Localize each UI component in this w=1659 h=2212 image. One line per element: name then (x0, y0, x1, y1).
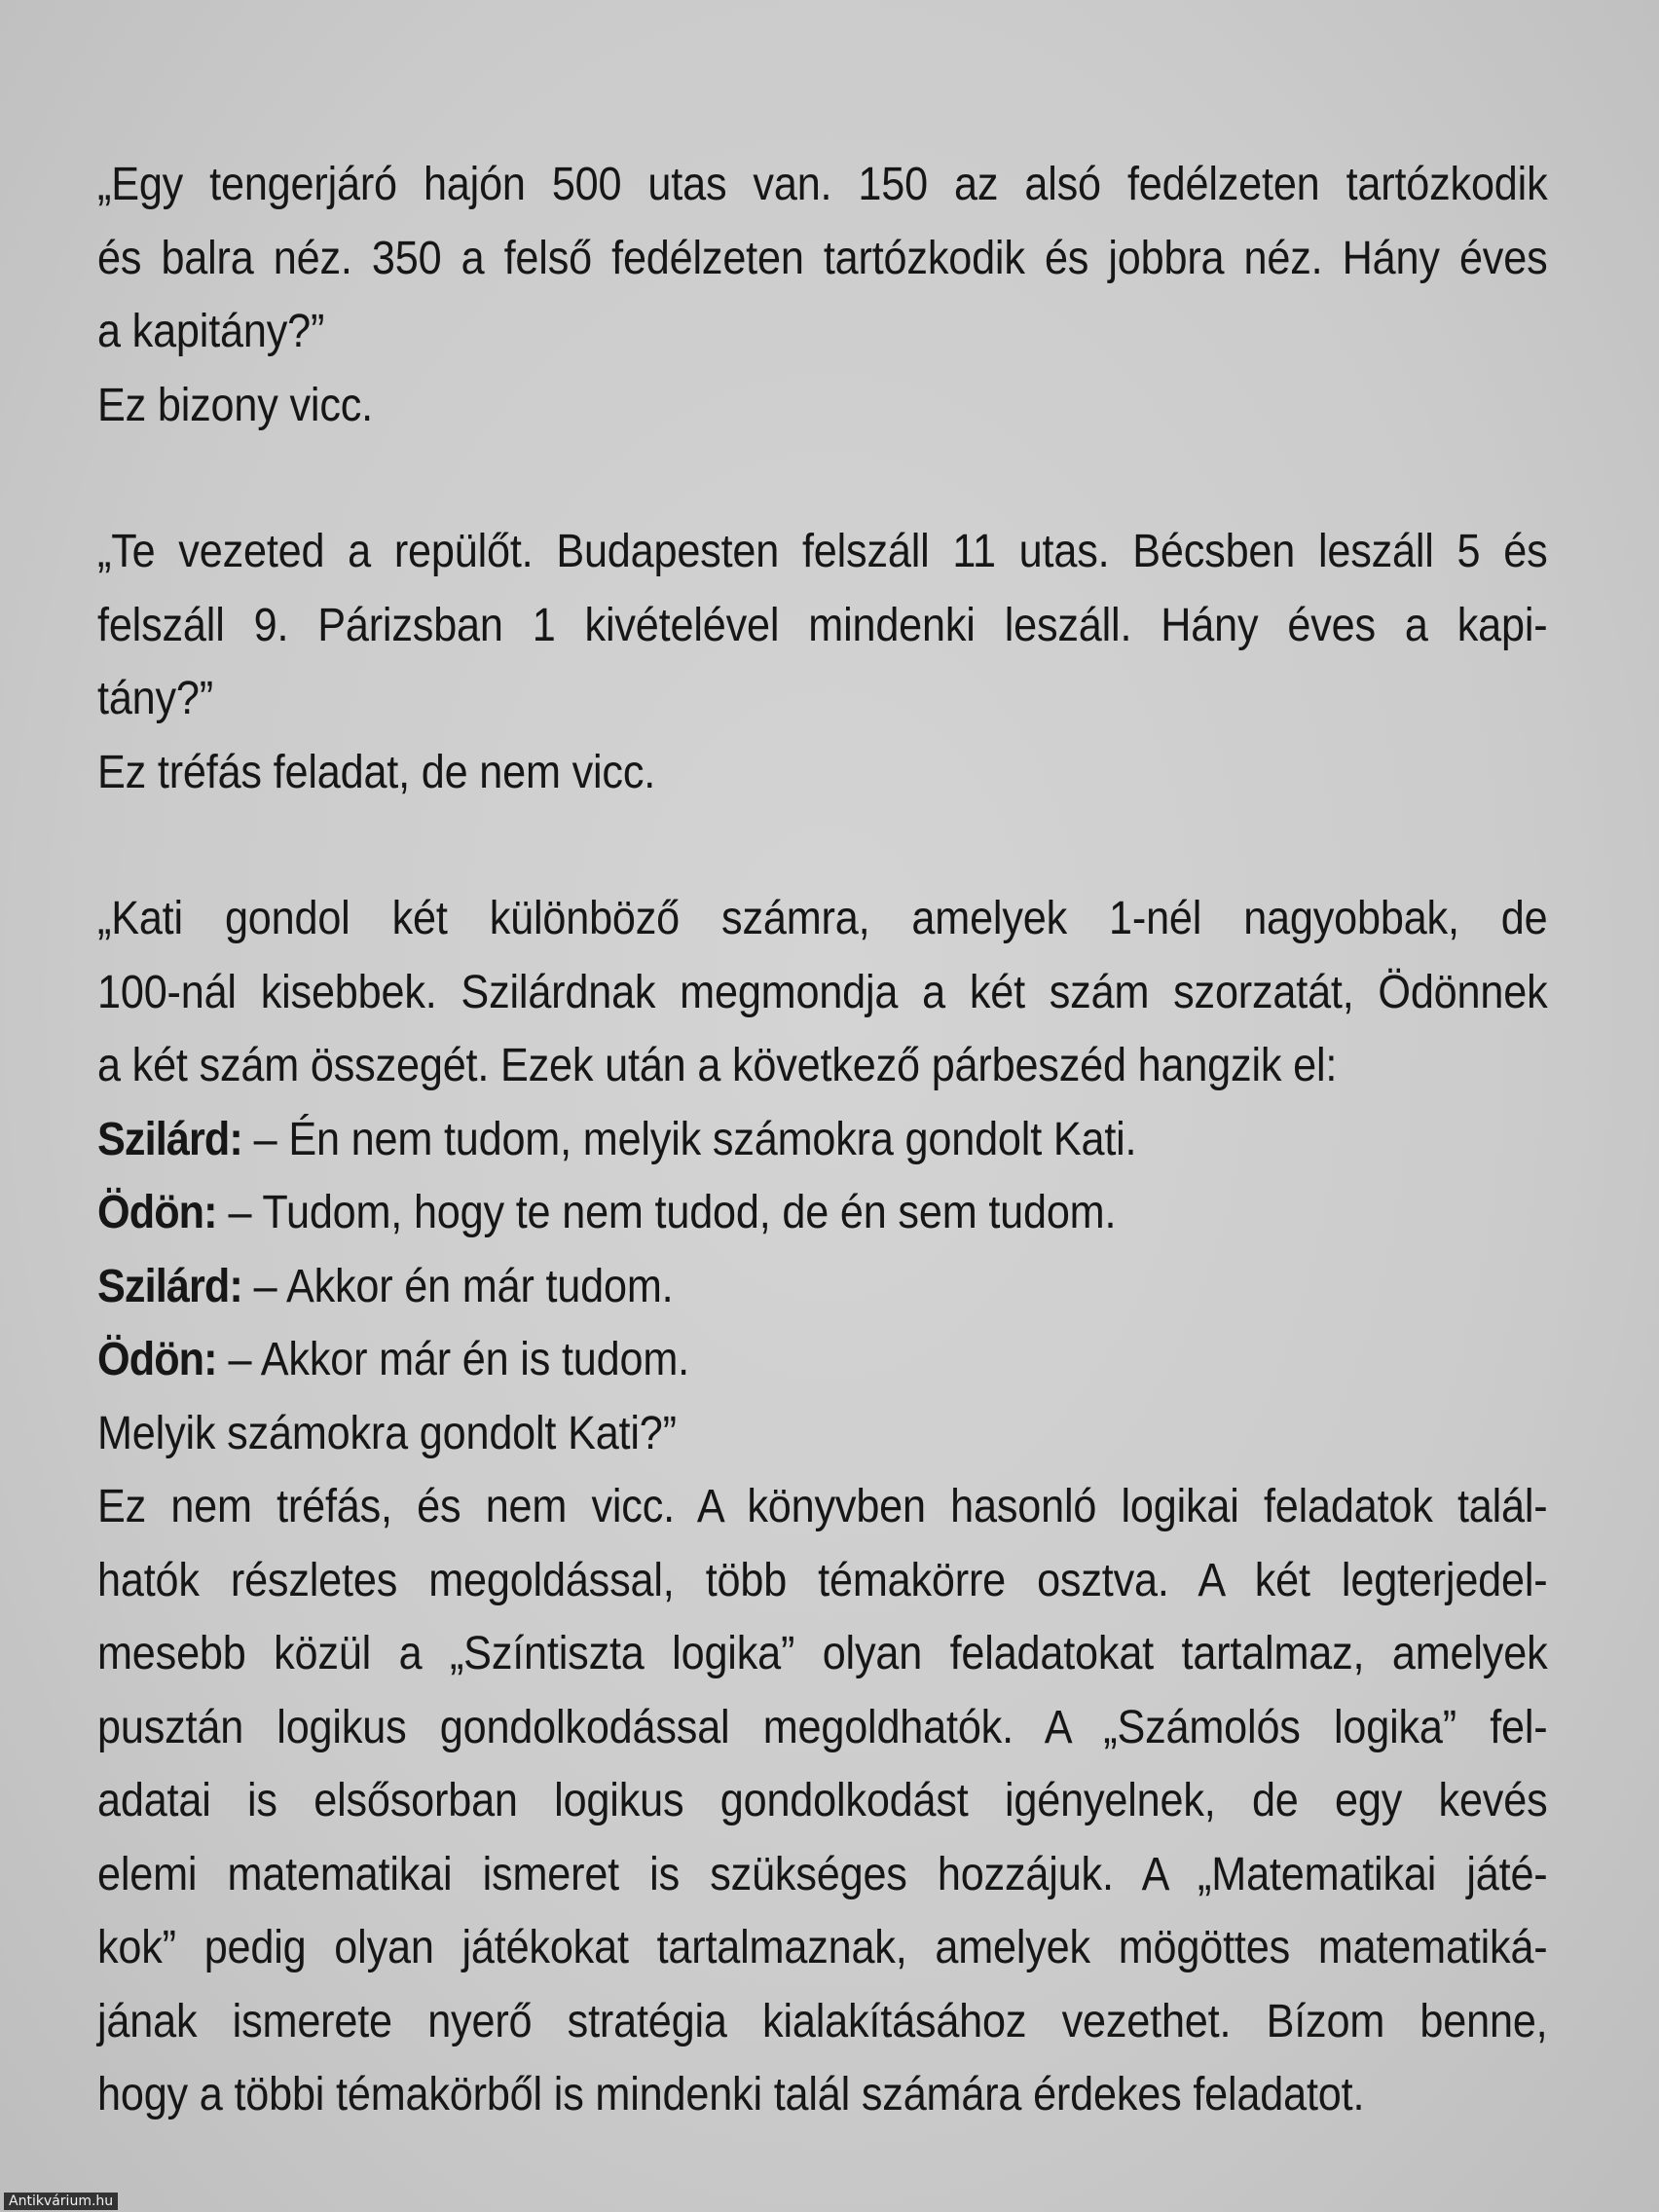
text-line: Ez bizony vicc. (97, 379, 374, 431)
text-line: jának ismerete nyerő stratégia kialakításához vezethet. Bízom benne, (97, 1995, 1548, 2047)
text-line: Melyik számokra gondolt Kati?” (97, 1407, 677, 1459)
text-line: mesebb közül a „Színtiszta logika” olyan feladatokat tartalmaz, amelyek (97, 1628, 1548, 1679)
paragraph-3 (97, 882, 1548, 2132)
text-line: elemi matematikai ismeret is szükséges hozzájuk. A „Matematikai játé- (97, 1848, 1548, 1900)
dialogue-line (97, 1323, 1403, 1397)
dialogue-text: – Tudom, hogy te nem tudod, de én sem tudom. (216, 1187, 1117, 1238)
speaker-label: Ödön: (97, 1334, 217, 1385)
dialogue-text: – Én nem tudom, melyik számokra gondolt Kati. (241, 1113, 1137, 1165)
text-line: Ez tréfás feladat, de nem vicc. (97, 746, 656, 798)
dialogue-text: – Akkor én már tudom. (241, 1260, 674, 1312)
page-text (97, 148, 1548, 2132)
paragraph-gap (97, 442, 1548, 515)
dialogue-text: – Akkor már én is tudom. (216, 1334, 689, 1385)
speaker-label: Ödön: (97, 1187, 217, 1238)
text-line: pusztán logikus gondolkodással megoldhatók. A „Számolós logika” fel- (97, 1701, 1548, 1753)
paragraph-1 (97, 148, 1548, 442)
text-line: Ez nem tréfás, és nem vicc. A könyvben hasonló logikai feladatok talál- (97, 1481, 1548, 1532)
dialogue-line (97, 1176, 1403, 1250)
dialogue-line (97, 1250, 1403, 1324)
text-line: adatai is elsősorban logikus gondolkodást igényelnek, de egy kevés (97, 1775, 1548, 1826)
text-line: 100-nál kisebbek. Szilárdnak megmondja a két szám szorzatát, Ödönnek (97, 966, 1548, 1018)
speaker-label: Szilárd: (97, 1260, 242, 1312)
dialogue-line (97, 1103, 1403, 1177)
text-line: kok” pedig olyan játékokat tartalmaznak, amelyek mögöttes matematiká- (97, 1922, 1548, 1973)
text-line: és balra néz. 350 a felső fedélzeten tartózkodik és jobbra néz. Hány éves (97, 232, 1548, 284)
paragraph-2 (97, 515, 1548, 809)
text-line: „Te vezeted a repülőt. Budapesten felszáll 11 utas. Bécsben leszáll 5 és (97, 526, 1548, 577)
text-line: hatók részletes megoldással, több témakörre osztva. A két legterjedel- (97, 1554, 1548, 1606)
text-line: „Egy tengerjáró hajón 500 utas van. 150 az alsó fedélzeten tartózkodik (97, 159, 1548, 210)
paragraph-gap (97, 809, 1548, 882)
text-line: tány?” (97, 673, 213, 724)
watermark-label: Antikvárium.hu (4, 2193, 118, 2210)
text-line: „Kati gondol két különböző számra, amelyek 1-nél nagyobbak, de (97, 893, 1548, 944)
text-line: felszáll 9. Párizsban 1 kivételével mindenki leszáll. Hány éves a kapi- (97, 599, 1548, 651)
text-line: a kapitány?” (97, 306, 325, 357)
text-line: hogy a többi témakörből is mindenki talál számára érdekes feladatot. (97, 2069, 1365, 2120)
speaker-label: Szilárd: (97, 1113, 242, 1165)
text-line: a két szám összegét. Ezek után a következő párbeszéd hangzik el: (97, 1040, 1338, 1091)
